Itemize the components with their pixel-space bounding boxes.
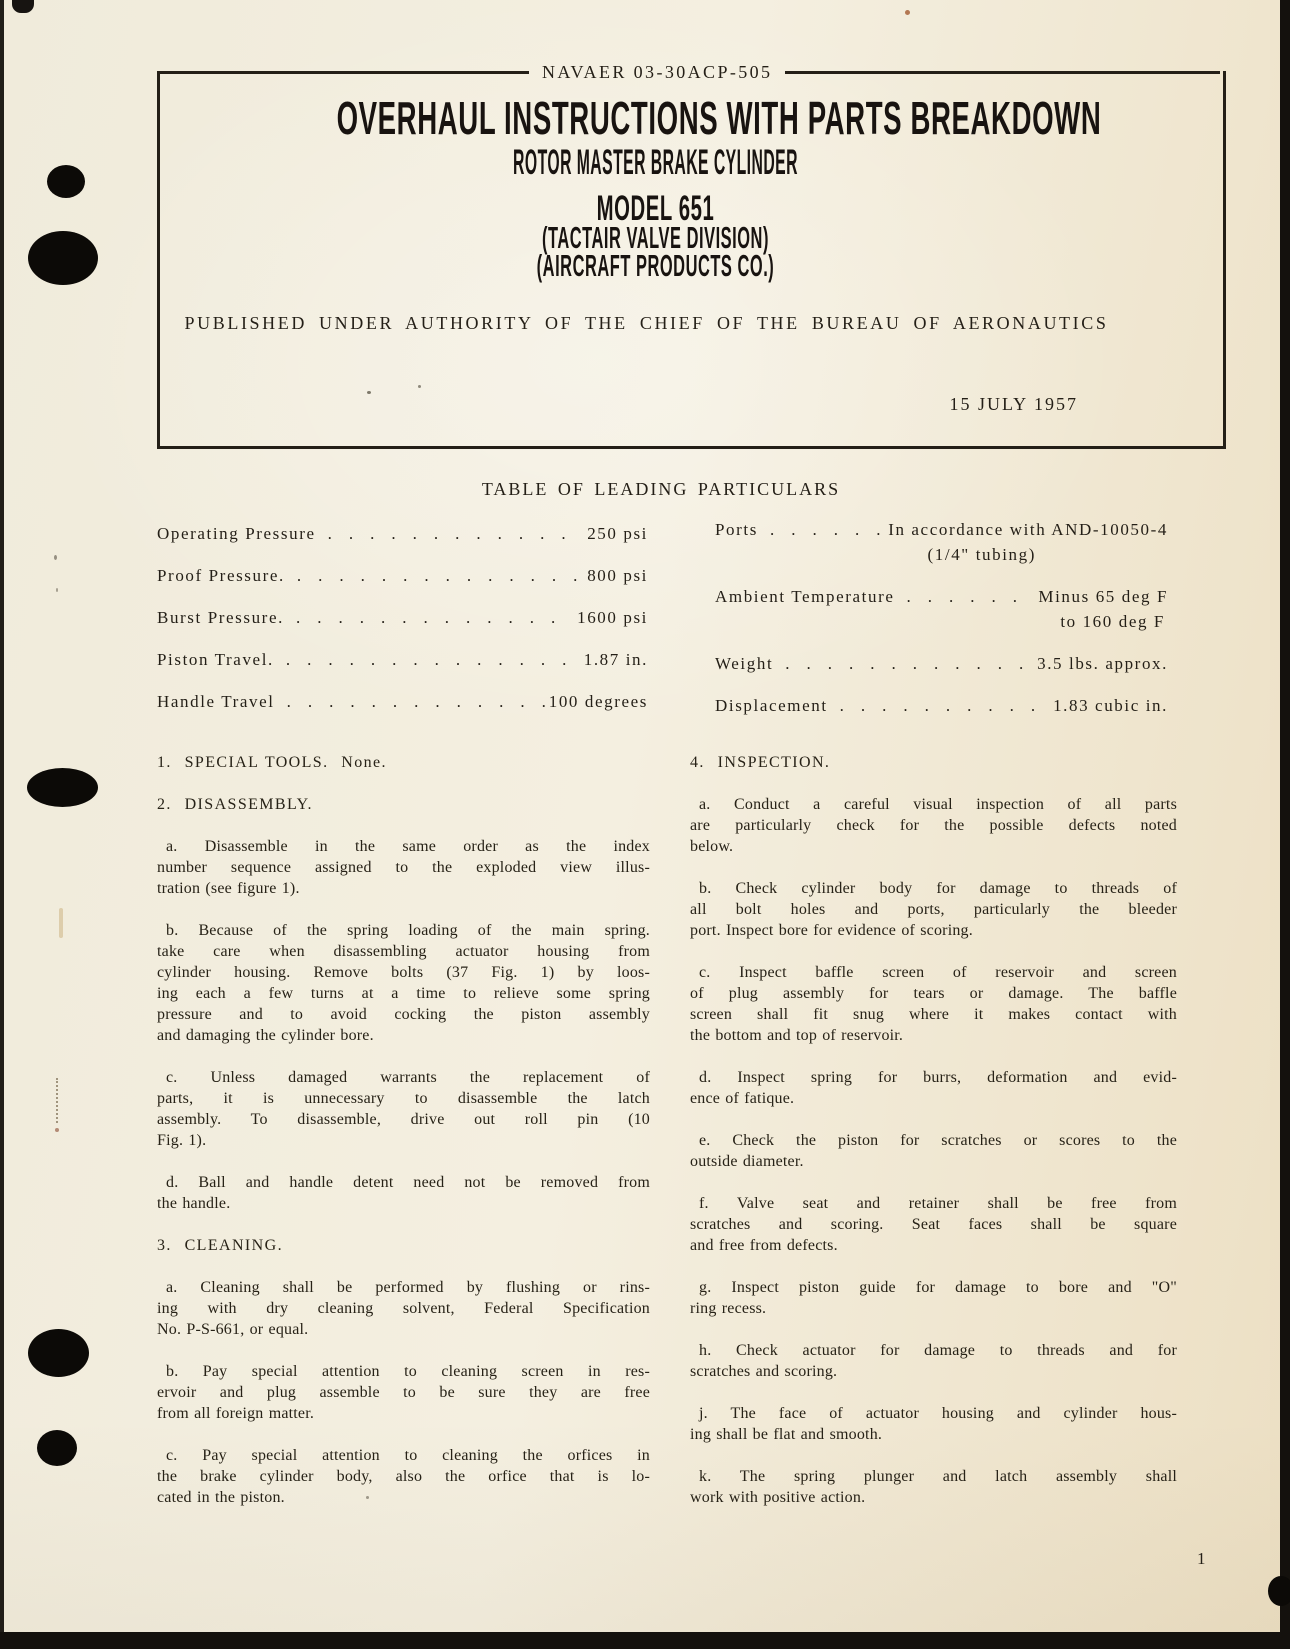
dot-leader [288,607,573,628]
text-line: tration (see figure 1). [157,880,300,897]
dot-leader [278,649,580,670]
authority-statement: PUBLISHED UNDER AUTHORITY OF THE CHIEF OF THE BUREAU OF AERONAUTICS [184,313,1109,333]
binder-punch-mark [28,231,98,285]
text-line: port. Inspect bore for evidence of scoring. [690,922,973,939]
dot-leader [762,519,884,540]
particulars-left-column [157,523,648,733]
text-line: cylinder housing. Remove bolts (37 Fig. 1) by loos- [157,964,650,981]
text-line: c. Inspect baffle screen of reservoir and screen [699,964,1177,981]
body-left-column [157,752,650,1529]
binder-punch-mark [47,165,85,198]
document-code: NAVAER 03-30ACP-505 [542,61,773,82]
paragraph-4e [690,1130,1177,1172]
text-line: the bottom and top of reservoir. [690,1027,904,1044]
particular-row [715,695,1168,716]
text-line: Fig. 1). [157,1132,207,1149]
binder-punch-mark [37,1430,77,1466]
particular-row [715,653,1168,674]
text-line: ing shall be flat and smooth. [690,1426,883,1443]
particular-value: 800 psi [587,566,648,585]
paragraph-4b [690,878,1177,941]
dot-leader [832,695,1049,716]
text-line: pressure and to avoid cocking the piston assembly [157,1006,650,1023]
text-line: c. Pay special attention to cleaning the orfices in [166,1447,650,1464]
particular-label: Proof Pressure. [157,566,285,585]
scan-edge-left [0,0,4,1649]
text-line: d. Ball and handle detent need not be removed from [166,1174,650,1191]
section-heading-disassembly: 2. DISASSEMBLY. [157,796,313,813]
text-line: scratches and scoring. Seat faces shall be square [690,1216,1177,1233]
title-box [157,71,1226,449]
paragraph-2b [157,920,650,1046]
text-line: g. Inspect piston guide for damage to bore and "O" [699,1279,1177,1296]
dot-leader [320,523,584,544]
dot-leader [777,653,1033,674]
particular-row [715,586,1168,607]
paragraph-4k [690,1466,1177,1508]
particular-label: Ambient Temperature [715,587,895,606]
particular-value: 100 degrees [548,692,648,711]
text-line: below. [690,838,734,855]
text-line: d. Inspect spring for burrs, deformation and evid- [699,1069,1177,1086]
paper-speck [56,588,58,592]
text-line: scratches and scoring. [690,1363,838,1380]
text-line: No. P-S-661, or equal. [157,1321,309,1338]
text-line: take care when disassembling actuator housing from [157,943,650,960]
paragraph-4d [690,1067,1177,1109]
division-name-line2: (AIRCRAFT PRODUCTS CO.) [536,248,775,283]
publication-date: 15 JULY 1957 [949,394,1078,414]
particular-label: Operating Pressure [157,524,316,543]
document-title: OVERHAUL INSTRUCTIONS WITH PARTS BREAKDOWN [336,92,1102,144]
text-line: assembly. To disassemble, drive out roll pin (10 [157,1111,650,1128]
text-line: the handle. [157,1195,231,1212]
text-line: all bolt holes and ports, particularly the bleeder [690,901,1177,918]
particular-label: Handle Travel [157,692,275,711]
text-line: a. Cleaning shall be performed by flushing or rins- [166,1279,650,1296]
particular-label: Displacement [715,696,828,715]
model-number: MODEL 651 [596,189,715,228]
paragraph-2c [157,1067,650,1151]
section-heading-cleaning: 3. CLEANING. [157,1237,283,1254]
text-line: a. Disassemble in the same order as the index [166,838,650,855]
paragraph-4h [690,1340,1177,1382]
paragraph-4a [690,794,1177,857]
body-right-column [690,752,1177,1529]
text-line: b. Because of the spring loading of the main spring. [166,922,650,939]
text-line: the brake cylinder body, also the orfice that is lo- [157,1468,650,1485]
text-line: ervoir and plug assemble to be sure they are free [157,1384,650,1401]
particular-row [157,523,648,544]
text-line: b. Pay special attention to cleaning screen in res- [166,1363,650,1380]
page-number: 1 [1197,1549,1206,1568]
text-line: screen shall fit snug where it makes contact with [690,1006,1177,1023]
particulars-right-column [715,519,1168,737]
paragraph-4j [690,1403,1177,1445]
dot-leader [279,691,545,712]
paper-stain [59,908,63,938]
text-line: from all foreign matter. [157,1405,315,1422]
text-line: and damaging the cylinder bore. [157,1027,374,1044]
text-line: of plug assembly for tears or damage. The baffle [690,985,1177,1002]
section-heading-inspection: 4. INSPECTION. [690,754,831,771]
binder-punch-mark [27,768,98,807]
dot-leader [289,565,583,586]
particular-label: Piston Travel. [157,650,274,669]
division-name-line1: (TACTAIR VALVE DIVISION) [542,220,769,255]
particular-value-line2: (1/4" tubing) [927,545,1036,564]
particular-value: 1.83 cubic in. [1053,696,1168,715]
paragraph-4c [690,962,1177,1046]
paragraph-4g [690,1277,1177,1319]
particular-label: Weight [715,654,774,673]
text-line: ring recess. [690,1300,767,1317]
particular-value: Minus 65 deg F [1038,587,1168,606]
text-line: and free from defects. [690,1237,838,1254]
text-line: h. Check actuator for damage to threads and for [699,1342,1177,1359]
paragraph-2d [157,1172,650,1214]
particular-value: 3.5 lbs. approx. [1037,654,1168,673]
particular-label: Ports [715,520,758,539]
particular-row [157,607,648,628]
paper-scratch [56,1078,58,1123]
particular-value: 1.87 in. [583,650,648,669]
particular-label: Burst Pressure. [157,608,284,627]
particulars-heading: TABLE OF LEADING PARTICULARS [481,479,841,499]
particular-row [715,519,1168,540]
text-line: a. Conduct a careful visual inspection of all parts [699,796,1177,813]
text-line: f. Valve seat and retainer shall be free from [699,1195,1177,1212]
text-line: c. Unless damaged warrants the replacement of [166,1069,650,1086]
particular-row [157,691,648,712]
scan-edge-notch [1268,1576,1290,1606]
particular-value: 250 psi [587,524,648,543]
binder-punch-mark [28,1329,89,1377]
text-line: are particularly check for the possible defects noted [690,817,1177,834]
text-line: e. Check the piston for scratches or scores to the [699,1132,1177,1149]
scan-edge-right [1280,0,1290,1649]
paragraph-4f [690,1193,1177,1256]
scan-edge-bottom [0,1632,1290,1649]
text-line: number sequence assigned to the exploded view illus- [157,859,650,876]
text-line: ing each a few turns at a time to relieve some spring [157,985,650,1002]
paper-speck [905,10,910,15]
dot-leader [898,586,1034,607]
paper-speck [55,1128,59,1132]
text-line: cated in the piston. [157,1489,285,1506]
text-line: ing with dry cleaning solvent, Federal Specification [157,1300,650,1317]
scan-corner-mark [12,0,34,13]
particular-value-line2: to 160 deg F [1060,612,1165,631]
particular-value: In accordance with AND-10050-4 [888,520,1168,539]
text-line: outside diameter. [690,1153,804,1170]
paragraph-2a [157,836,650,899]
document-subtitle: ROTOR MASTER BRAKE CYLINDER [513,143,798,182]
text-line: k. The spring plunger and latch assembly shall [699,1468,1177,1485]
paragraph-3a [157,1277,650,1340]
section-heading-special-tools: 1. SPECIAL TOOLS. None. [157,754,387,771]
paper-speck [54,555,57,560]
text-line: parts, it is unnecessary to disassemble the latch [157,1090,650,1107]
text-line: j. The face of actuator housing and cylinder hous- [699,1405,1177,1422]
text-line: work with positive action. [690,1489,866,1506]
text-line: ence of fatique. [690,1090,795,1107]
particular-value: 1600 psi [577,608,648,627]
paragraph-3b [157,1361,650,1424]
particular-row [157,649,648,670]
particular-row [157,565,648,586]
paragraph-3c [157,1445,650,1508]
text-line: b. Check cylinder body for damage to threads of [699,880,1177,897]
